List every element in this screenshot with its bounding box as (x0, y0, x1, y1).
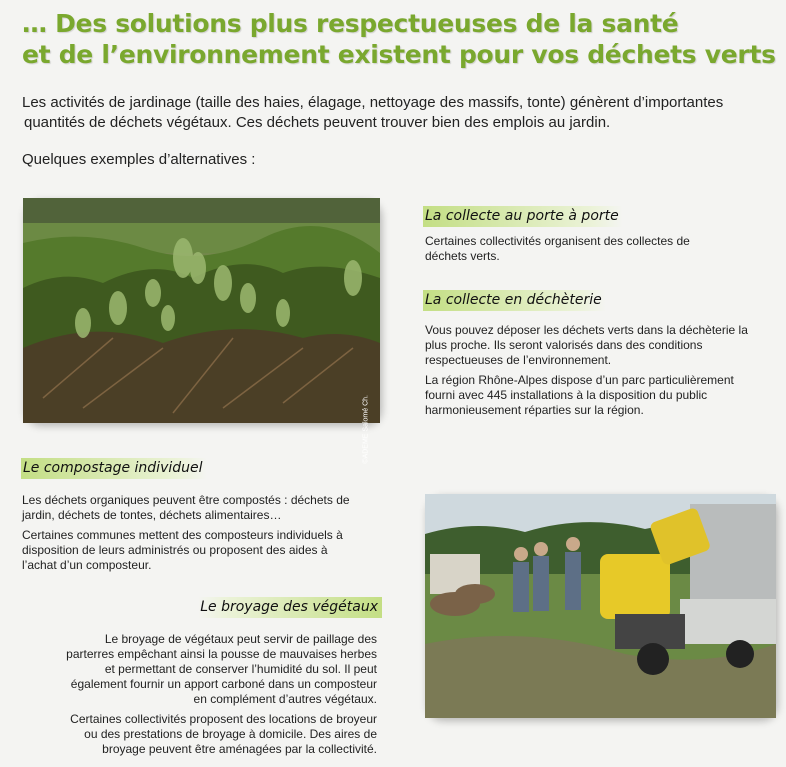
heading-collecte-porte-a-porte: La collecte au porte à porte (423, 206, 623, 227)
title-line-2: et de l’environnement existent pour vos déchets verts (22, 40, 776, 69)
page-title (22, 8, 782, 70)
paragraph: Les déchets organiques peuvent être compostés : déchets de jardin, déchets de tontes, déchets alimentaires… (22, 493, 350, 522)
paragraph: Certaines communes mettent des composteurs individuels à disposition de leurs administrés ou proposent des aides à l’achat d’un composteur. (22, 528, 343, 572)
text-broyage-vegetaux (55, 632, 377, 762)
paragraph: Certaines collectivités proposent des locations de broyeur ou des prestations de broyage à domicile. Des aires de broyage peuvent être aménagées par la collectivité. (70, 712, 377, 756)
intro-line-1: Les activités de jardinage (taille des haies, élagage, nettoyage des massifs, tonte) génèrent d’importantes (22, 94, 724, 111)
green-waste-illustration (23, 198, 380, 423)
intro-line-2: quantités de déchets végétaux. Ces déchets peuvent trouver bien des emplois au jardin. (24, 114, 611, 131)
paragraph: La région Rhône-Alpes dispose d’un parc particulièrement fourni avec 445 installations à la disposition du public harmonieusement réparties sur la région. (425, 373, 734, 417)
heading-collecte-decheterie: La collecte en déchèterie (423, 290, 606, 311)
wood-chipper-photo (425, 494, 776, 718)
text-collecte-porte-a-porte (425, 234, 715, 269)
heading-broyage-vegetaux: Le broyage des végétaux (198, 597, 382, 618)
paragraph: Certaines collectivités organisent des collectes de déchets verts. (425, 234, 690, 263)
text-collecte-decheterie (425, 323, 755, 423)
photo-credit: ©ADEME Salomé Ch. (363, 395, 370, 464)
green-waste-photo (23, 198, 380, 464)
title-line-1: … Des solutions plus respectueuses de la santé (22, 9, 679, 38)
heading-compostage-individuel: Le compostage individuel (21, 458, 207, 479)
text-compostage-individuel (22, 493, 352, 578)
wood-chipper-illustration (425, 494, 776, 718)
paragraph: Vous pouvez déposer les déchets verts dans la déchèterie la plus proche. Ils seront valorisés dans des conditions respectueuses de l’environnement. (425, 323, 748, 367)
intro-paragraph (22, 93, 772, 133)
paragraph: Le broyage de végétaux peut servir de paillage des parterres empêchant ainsi la pousse de mauvaises herbes et permettant de conserver l’humidité du sol. Il peut également fournir un apport carboné dans un composteur en complément d’autres végétaux. (66, 632, 377, 706)
examples-label: Quelques exemples d’alternatives : (22, 151, 256, 168)
